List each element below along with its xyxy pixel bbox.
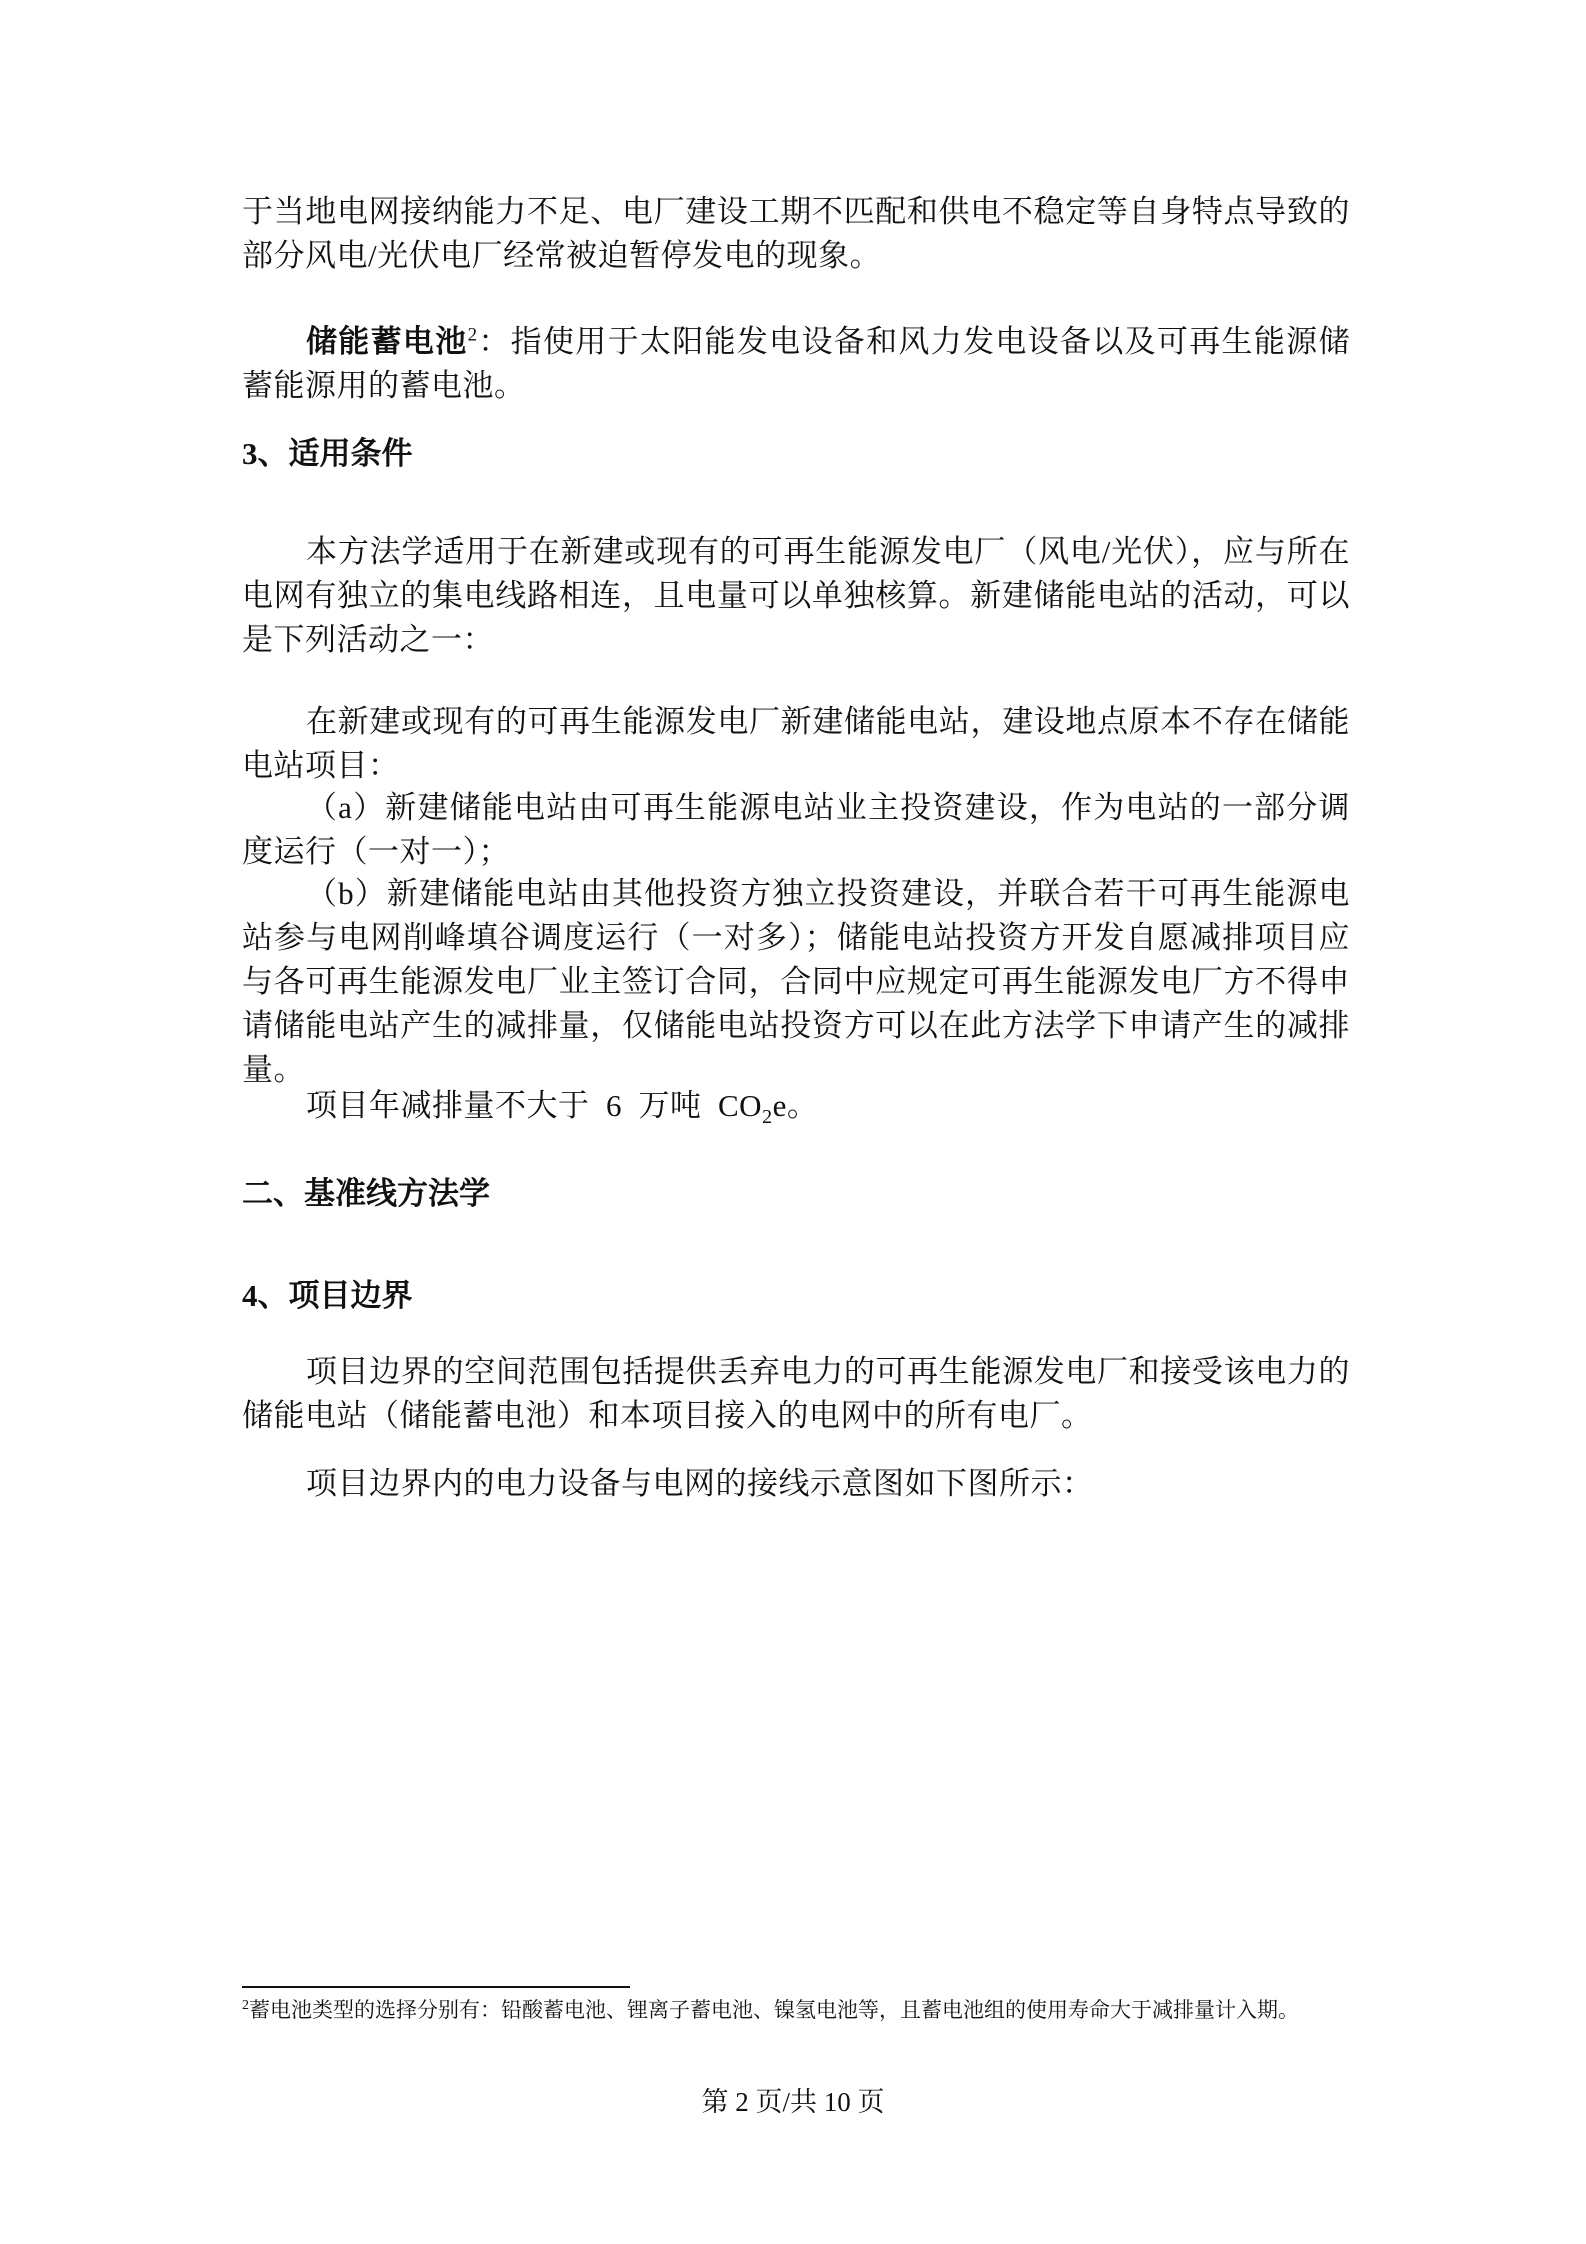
footnote [242,1994,1350,2027]
list-item-a [242,786,1350,874]
list-item-b [242,872,1350,1092]
emission-limit-suffix: e。 [772,1088,819,1123]
part-2-heading: 二、基准线方法学 [242,1176,490,1211]
section-4-heading: 4、项目边界 [242,1278,413,1313]
definition-term: 储能蓄电池 [306,324,468,359]
emission-limit-paragraph [242,1084,1350,1128]
emission-limit-prefix: 项目年减排量不大于 6 万吨 CO [306,1088,763,1123]
scenario-paragraph [242,700,1350,788]
continuation-paragraph [242,190,1350,278]
diagram-intro-text: 项目边界内的电力设备与电网的接线示意图如下图所示： [306,1466,1094,1501]
list-item-a-text: （a）新建储能电站由可再生能源电站业主投资建设，作为电站的一部分调度运行（一对一）； [242,790,1350,869]
boundary-text: 项目边界的空间范围包括提供丢弃电力的可再生能源发电厂和接受该电力的储能电站（储能蓄电池）和本项目接入的电网中的所有电厂。 [242,1354,1350,1433]
co2-subscript: 2 [762,1106,773,1129]
definition-text: ：指使用于太阳能发电设备和风力发电设备以及可再生能源储蓄能源用的蓄电池。 [242,324,1350,403]
continuation-text: 于当地电网接纳能力不足、电厂建设工期不匹配和供电不稳定等自身特点导致的部分风电/光伏电厂经常被迫暂停发电的现象。 [242,194,1350,273]
footnote-text: 蓄电池类型的选择分别有：铅酸蓄电池、锂离子蓄电池、镍氢电池等，且蓄电池组的使用寿命大于减排量计入期。 [249,1998,1299,2022]
applicability-text: 本方法学适用于在新建或现有的可再生能源发电厂（风电/光伏），应与所在电网有独立的集电线路相连，且电量可以单独核算。新建储能电站的活动，可以是下列活动之一： [242,534,1350,657]
page-number: 第 2 页/共 10 页 [701,2087,885,2117]
definition-paragraph [242,320,1350,408]
boundary-paragraph [242,1350,1350,1438]
section-3-heading: 3、适用条件 [242,436,413,471]
diagram-intro-paragraph [242,1462,1350,1506]
footnote-mark: 2 [242,1998,249,2013]
footnote-reference: 2 [467,324,478,346]
list-item-b-text: （b）新建储能电站由其他投资方独立投资建设，并联合若干可再生能源电站参与电网削峰填谷调度运行（一对多）；储能电站投资方开发自愿减排项目应与各可再生能源发电厂业主签订合同，合同中应规定可再生能源发电厂方不得申请储能电站产生的减排量，仅储能电站投资方可以在此方法学下申请产生的减排量。 [242,876,1350,1087]
scenario-text: 在新建或现有的可再生能源发电厂新建储能电站，建设地点原本不存在储能电站项目： [242,704,1350,783]
applicability-paragraph [242,530,1350,662]
footnote-divider [242,1986,630,1988]
